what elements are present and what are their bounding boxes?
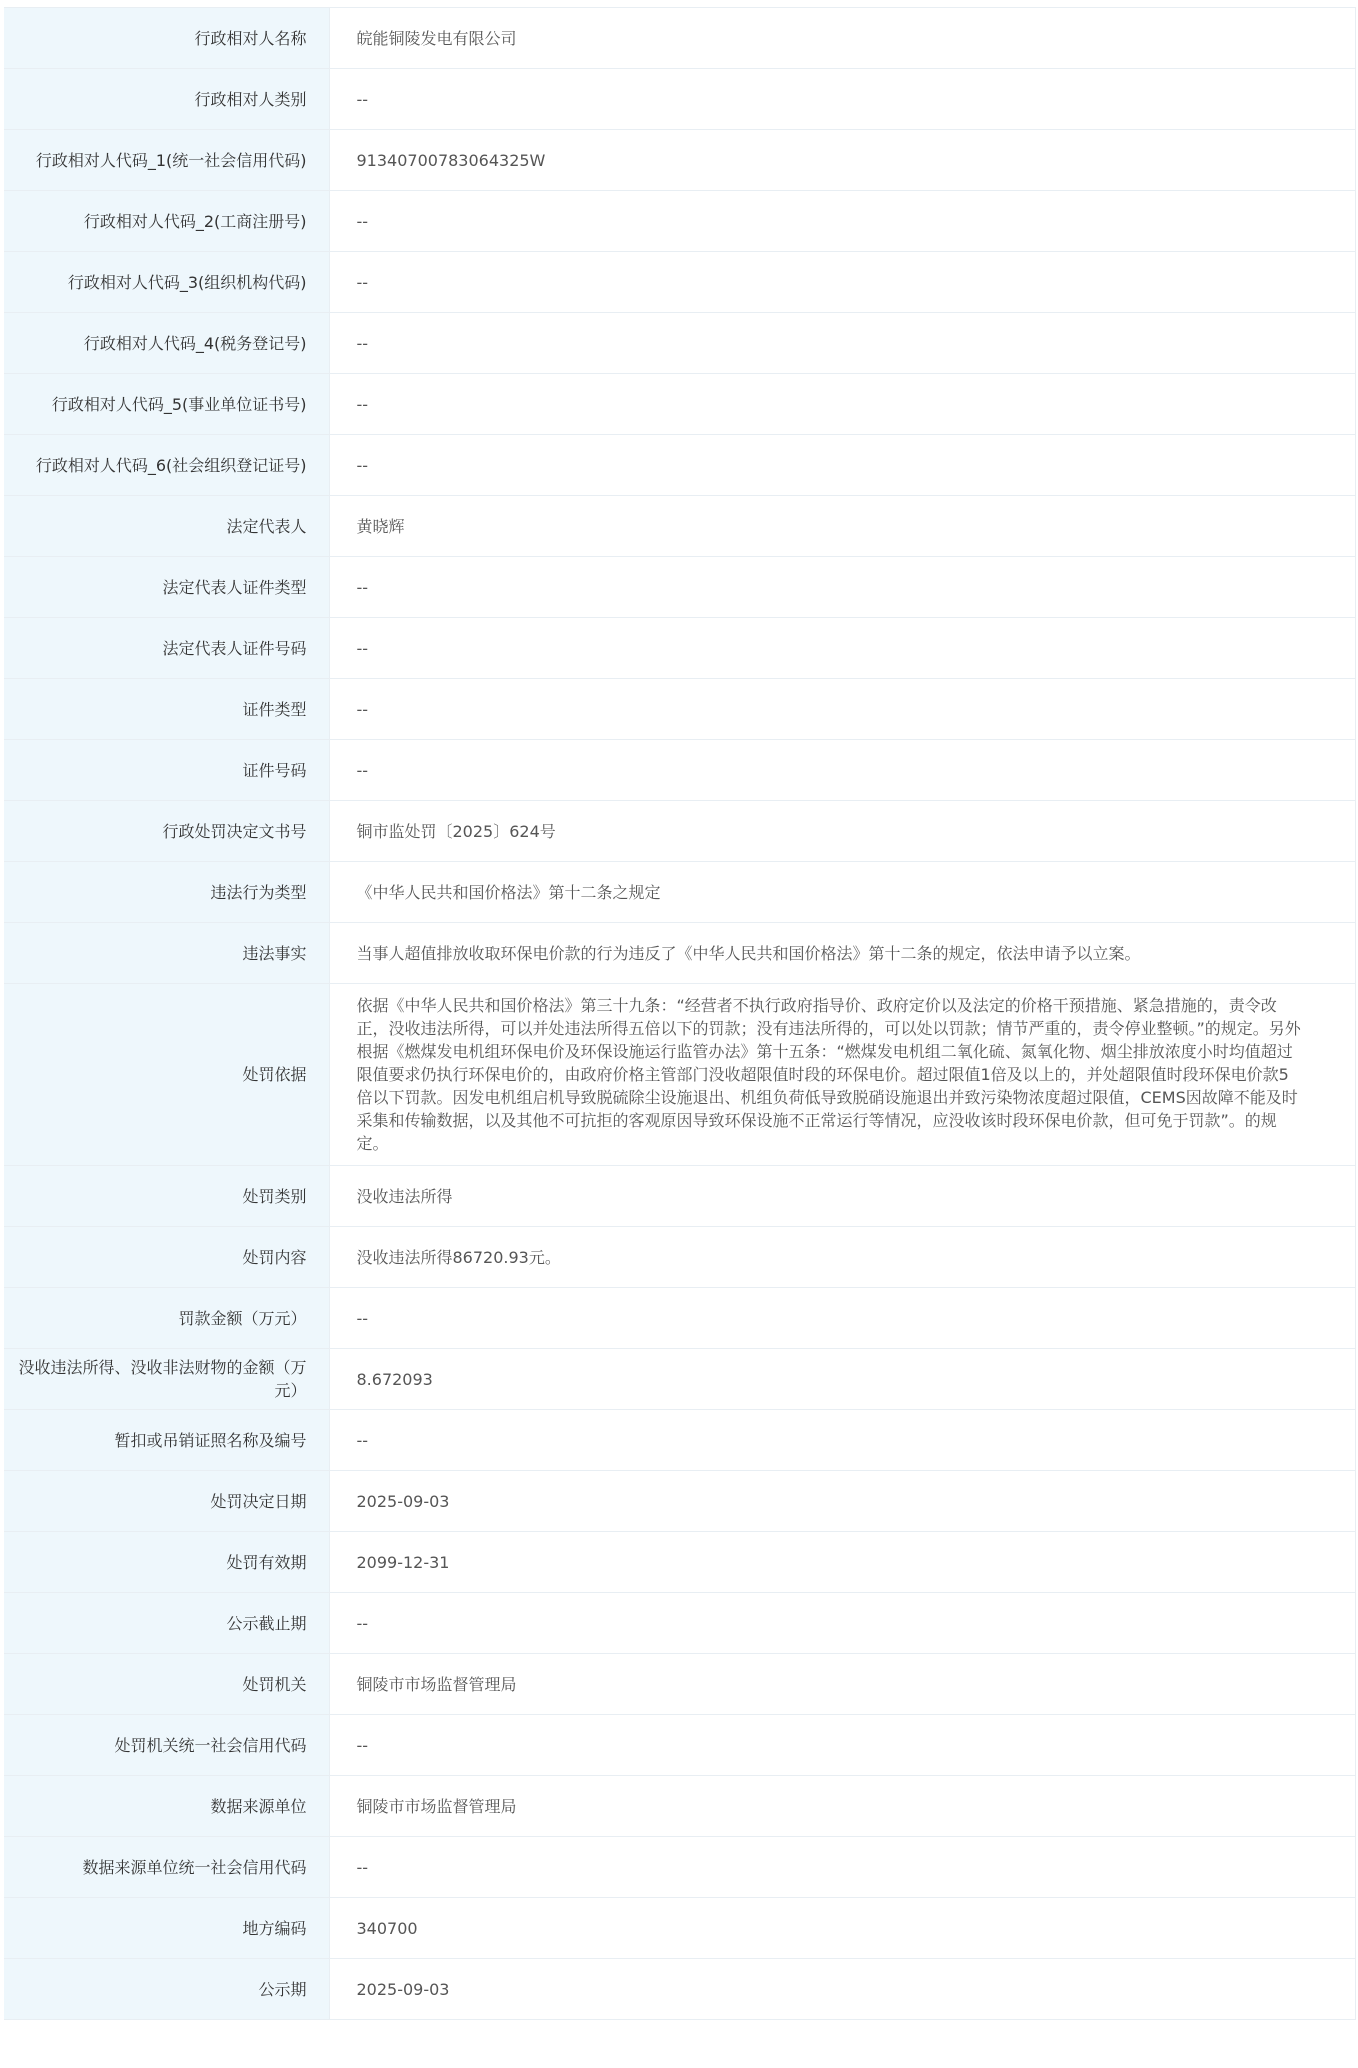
field-value: -- [329, 374, 1355, 435]
field-label: 公示期 [4, 1959, 329, 2020]
table-row [4, 1837, 1355, 1898]
field-value: -- [329, 618, 1355, 679]
field-label: 行政相对人名称 [4, 8, 329, 69]
field-label: 数据来源单位 [4, 1776, 329, 1837]
field-label: 处罚依据 [4, 984, 329, 1166]
field-label: 行政相对人类别 [4, 69, 329, 130]
table-row [4, 679, 1355, 740]
table-row [4, 1715, 1355, 1776]
field-value: -- [329, 435, 1355, 496]
table-row [4, 191, 1355, 252]
field-label: 违法事实 [4, 923, 329, 984]
field-value: 没收违法所得 [329, 1166, 1355, 1227]
field-label: 处罚机关统一社会信用代码 [4, 1715, 329, 1776]
table-row [4, 740, 1355, 801]
field-value: -- [329, 252, 1355, 313]
field-label: 罚款金额（万元） [4, 1288, 329, 1349]
field-value: -- [329, 69, 1355, 130]
field-value: 91340700783064325W [329, 130, 1355, 191]
field-label: 行政相对人代码_5(事业单位证书号) [4, 374, 329, 435]
field-value: 没收违法所得86720.93元。 [329, 1227, 1355, 1288]
field-value: -- [329, 1837, 1355, 1898]
field-value: 黄晓辉 [329, 496, 1355, 557]
table-row [4, 984, 1355, 1166]
field-label: 行政相对人代码_3(组织机构代码) [4, 252, 329, 313]
field-value: 2025-09-03 [329, 1959, 1355, 2020]
table-row [4, 374, 1355, 435]
table-row [4, 435, 1355, 496]
field-label: 行政相对人代码_2(工商注册号) [4, 191, 329, 252]
table-row [4, 252, 1355, 313]
field-value: -- [329, 1593, 1355, 1654]
field-value: 铜市监处罚〔2025〕624号 [329, 801, 1355, 862]
table-row [4, 313, 1355, 374]
table-row [4, 69, 1355, 130]
field-label: 地方编码 [4, 1898, 329, 1959]
table-row [4, 496, 1355, 557]
field-value: 340700 [329, 1898, 1355, 1959]
field-label: 法定代表人证件号码 [4, 618, 329, 679]
field-label: 处罚类别 [4, 1166, 329, 1227]
field-value: 皖能铜陵发电有限公司 [329, 8, 1355, 69]
field-label: 处罚机关 [4, 1654, 329, 1715]
field-value: 2025-09-03 [329, 1471, 1355, 1532]
field-label: 公示截止期 [4, 1593, 329, 1654]
field-label: 证件类型 [4, 679, 329, 740]
table-row [4, 1532, 1355, 1593]
table-row [4, 1227, 1355, 1288]
field-value: -- [329, 191, 1355, 252]
field-value: -- [329, 679, 1355, 740]
field-value: 《中华人民共和国价格法》第十二条之规定 [329, 862, 1355, 923]
field-value: -- [329, 313, 1355, 374]
field-label: 违法行为类型 [4, 862, 329, 923]
field-label: 数据来源单位统一社会信用代码 [4, 1837, 329, 1898]
field-label: 法定代表人证件类型 [4, 557, 329, 618]
field-value: 8.672093 [329, 1349, 1355, 1410]
table-row [4, 801, 1355, 862]
field-label: 处罚决定日期 [4, 1471, 329, 1532]
field-value: -- [329, 1288, 1355, 1349]
field-value: -- [329, 1410, 1355, 1471]
table-row [4, 618, 1355, 679]
field-value: 铜陵市市场监督管理局 [329, 1776, 1355, 1837]
field-label: 处罚内容 [4, 1227, 329, 1288]
table-row [4, 1959, 1355, 2020]
field-value: -- [329, 1715, 1355, 1776]
table-row [4, 1898, 1355, 1959]
field-label: 证件号码 [4, 740, 329, 801]
table-row [4, 1593, 1355, 1654]
field-value: 2099-12-31 [329, 1532, 1355, 1593]
penalty-detail-table [4, 7, 1356, 2020]
field-label: 法定代表人 [4, 496, 329, 557]
field-label: 行政相对人代码_6(社会组织登记证号) [4, 435, 329, 496]
field-label: 处罚有效期 [4, 1532, 329, 1593]
field-value: 依据《中华人民共和国价格法》第三十九条：“经营者不执行政府指导价、政府定价以及法定的价格干预措施、紧急措施的，责令改正，没收违法所得，可以并处违法所得五倍以下的罚款；没有违法所得的，可以处以罚款；情节严重的，责令停业整顿。”的规定。另外根据《燃煤发电机组环保电价及环保设施运行监管办法》第十五条：“燃煤发电机组二氧化硫、氮氧化物、烟尘排放浓度小时均值超过限值要求仍执行环保电价的，由政府价格主管部门没收超限值时段的环保电价。超过限值1倍及以上的，并处超限值时段环保电价款5倍以下罚款。因发电机组启机导致脱硫除尘设施退出、机组负荷低导致脱硝设施退出并致污染物浓度超过限值，CEMS因故障不能及时采集和传输数据，以及其他不可抗拒的客观原因导致环保设施不正常运行等情况，应没收该时段环保电价款，但可免于罚款”。的规定。 [329, 984, 1355, 1166]
field-value: 当事人超值排放收取环保电价款的行为违反了《中华人民共和国价格法》第十二条的规定，依法申请予以立案。 [329, 923, 1355, 984]
table-row [4, 1471, 1355, 1532]
field-value: -- [329, 740, 1355, 801]
table-row [4, 130, 1355, 191]
field-label: 行政相对人代码_4(税务登记号) [4, 313, 329, 374]
field-value: 铜陵市市场监督管理局 [329, 1654, 1355, 1715]
field-label: 没收违法所得、没收非法财物的金额（万元） [4, 1349, 329, 1410]
table-row [4, 1410, 1355, 1471]
table-row [4, 1166, 1355, 1227]
table-row [4, 1654, 1355, 1715]
table-row [4, 862, 1355, 923]
field-label: 行政相对人代码_1(统一社会信用代码) [4, 130, 329, 191]
field-value: -- [329, 557, 1355, 618]
field-label: 行政处罚决定文书号 [4, 801, 329, 862]
table-row [4, 1288, 1355, 1349]
table-row [4, 923, 1355, 984]
table-row [4, 557, 1355, 618]
table-row [4, 1776, 1355, 1837]
table-row [4, 1349, 1355, 1410]
table-row [4, 8, 1355, 69]
field-label: 暂扣或吊销证照名称及编号 [4, 1410, 329, 1471]
